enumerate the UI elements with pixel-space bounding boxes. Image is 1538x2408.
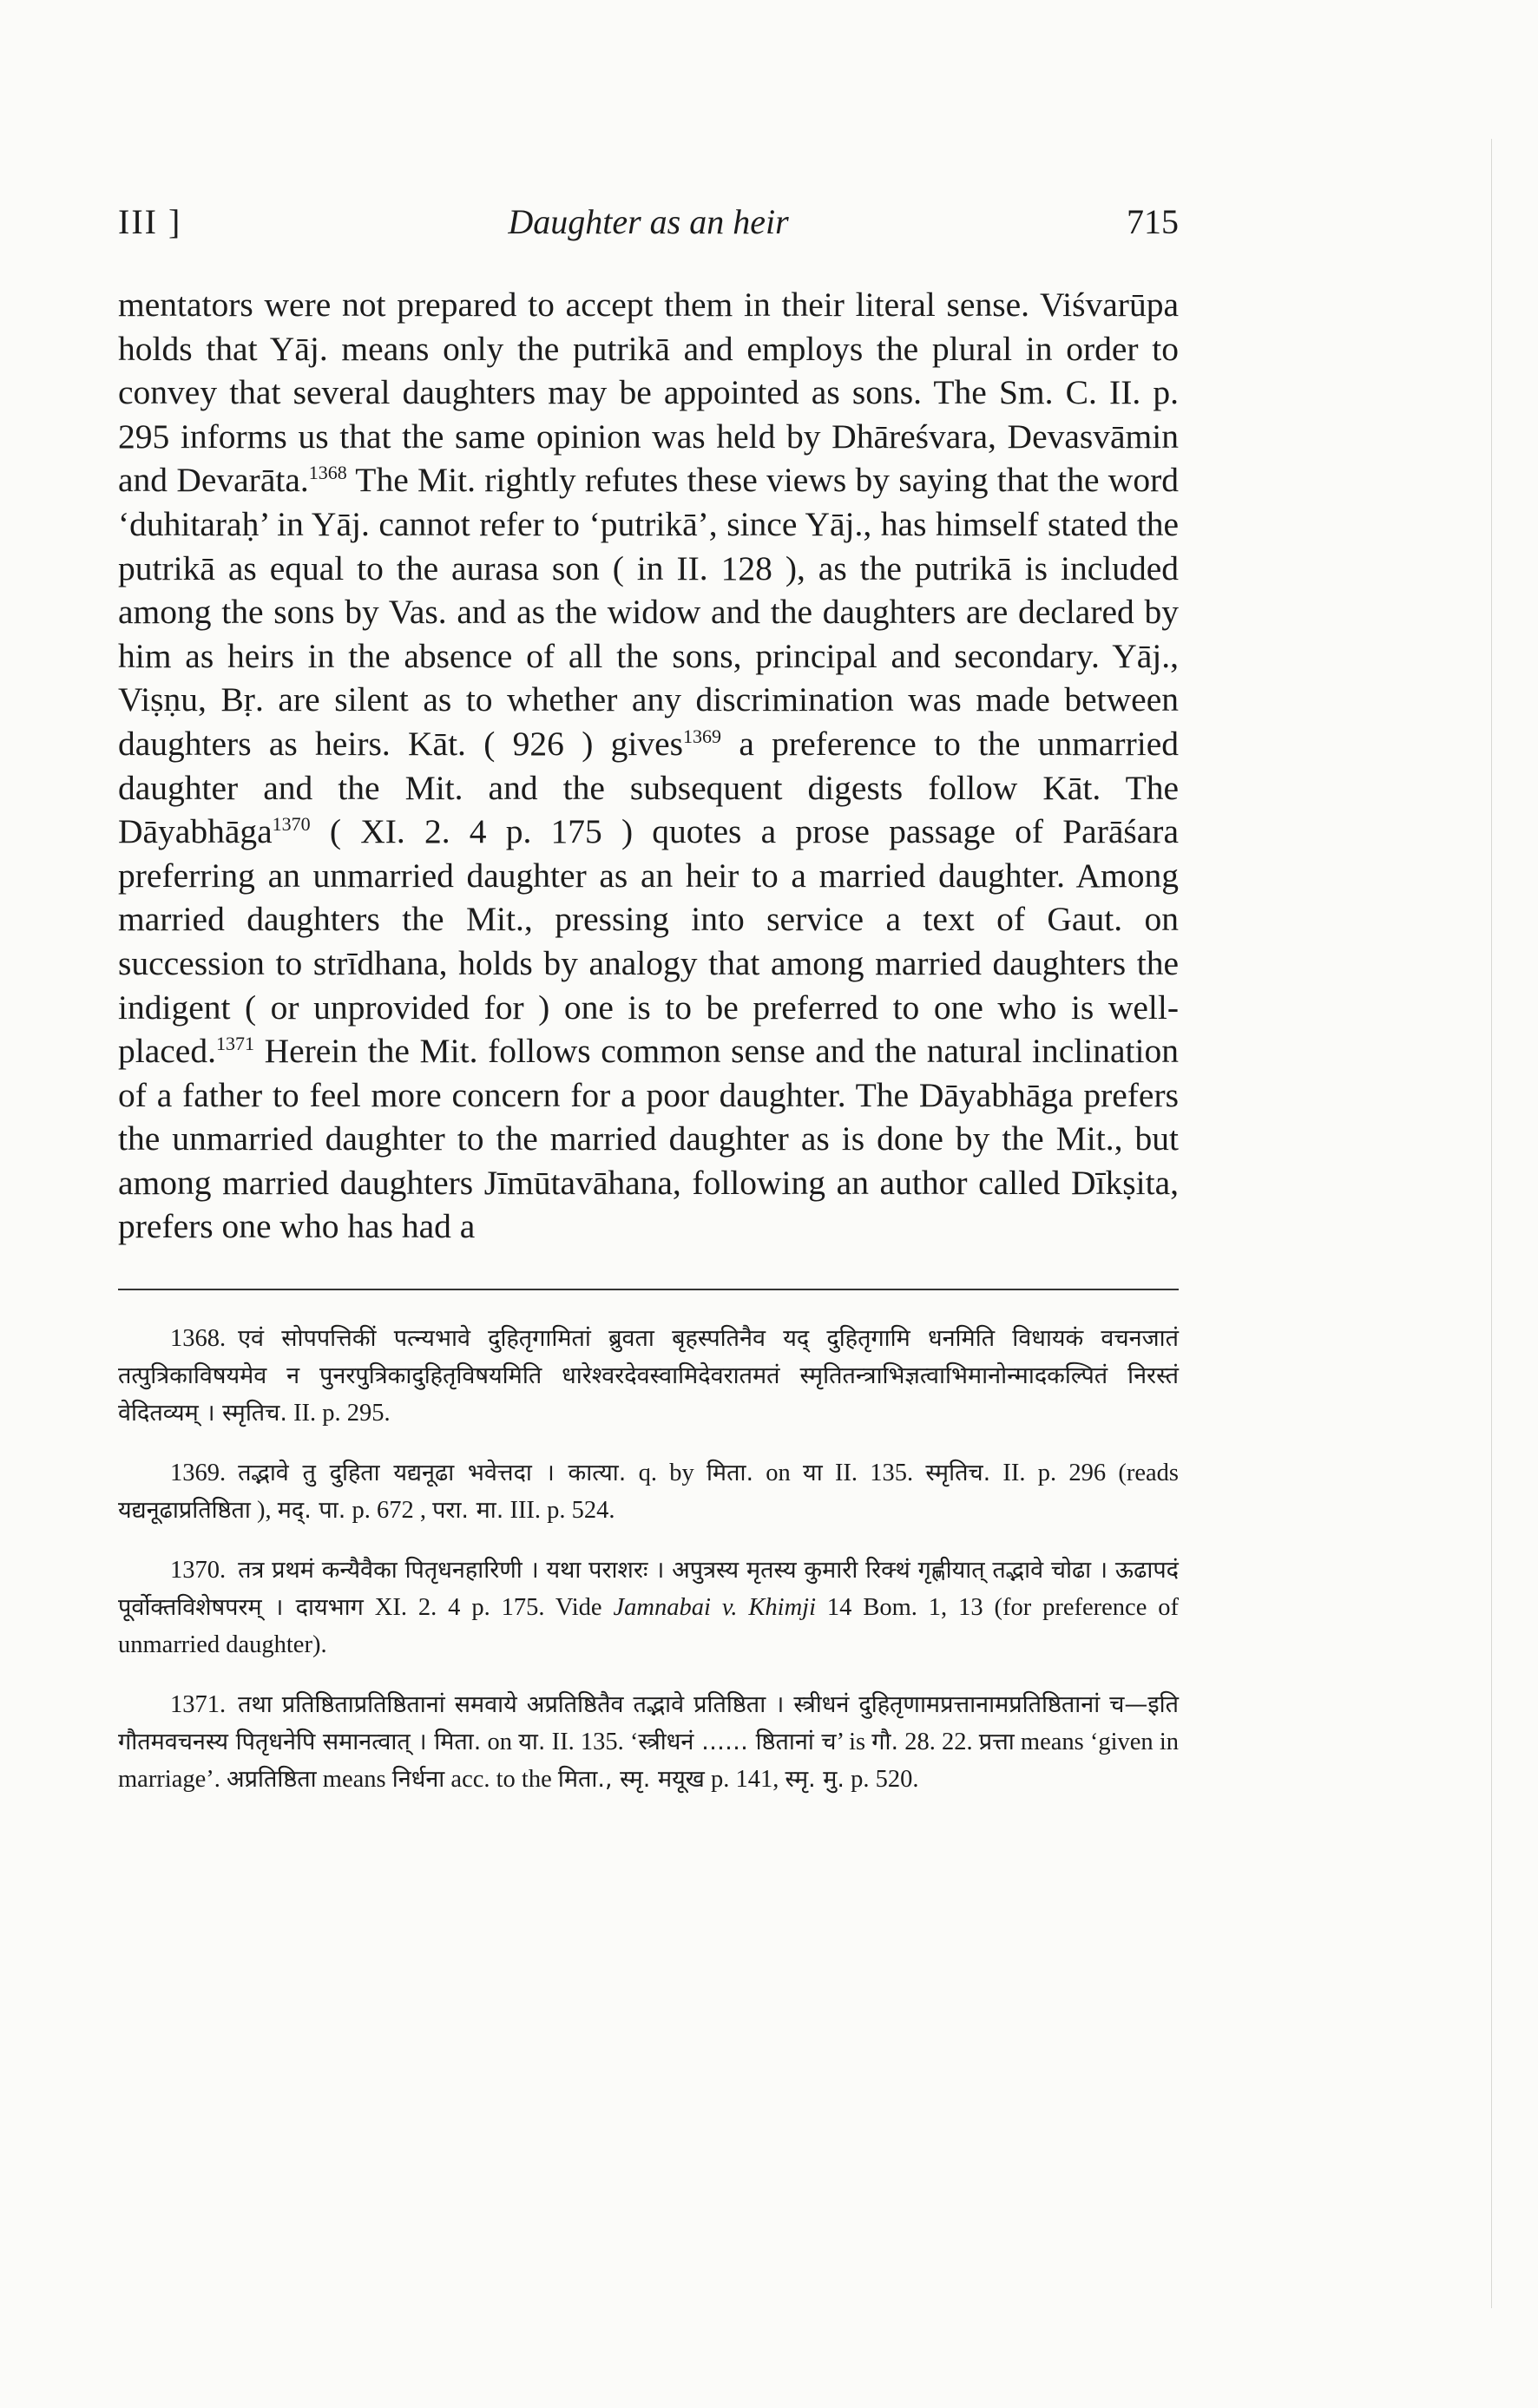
footnote-1369: [118, 1454, 1179, 1529]
footnote-text: q. by: [626, 1460, 707, 1487]
book-page: [118, 201, 1179, 1821]
body-text-4: ( XI. 2. 4 p. 175 ) quotes a prose passage of Parāśara preferring an unmarried daughter as an heir to a married daughter. Among married daughters the Mit., pressing into service a text of Gaut. on succession to strīdhana, holds by analogy that among married daughters the indigent ( or unprovided for ) one is to be preferred to one who is well-placed.: [118, 812, 1179, 1071]
footnote-sanskrit: गौ.: [871, 1729, 899, 1756]
footnote-1371: [118, 1686, 1179, 1798]
page-edge-line: [1491, 139, 1492, 2308]
footnote-sanskrit: तथा प्रतिष्ठिताप्रतिष्ठितानां समवाये अप्रतिष्ठितैव तद्भावे प्रतिष्ठिता । स्त्रीधनं दुहितृणामप्रत्तानामप्रतिष्ठितानां च—इति गौतमवचनस्य पितृधनेपि समानत्वात् । मिता.: [118, 1691, 1179, 1756]
page-number: 715: [1127, 202, 1179, 241]
footnotes: [118, 1320, 1179, 1798]
footnote-number: 1369.: [170, 1460, 227, 1487]
footnote-sanskrit: स्त्रीधनं …… ष्ठितानां च: [638, 1729, 837, 1756]
footnote-text: p. 672 ,: [345, 1497, 433, 1525]
footnote-text: ’ is: [836, 1729, 872, 1756]
footnote-text: II. 135.: [822, 1460, 926, 1487]
footnote-text: II. 135. ‘: [545, 1729, 639, 1756]
footnote-sanskrit: मद्. पा.: [277, 1497, 346, 1525]
footnote-number: 1371.: [170, 1691, 227, 1719]
footnote-sanskrit: तत्र प्रथमं कन्यैवैका पितृधनहारिणी । यथा पराशरः । अपुत्रस्य मृतस्य कुमारी रिक्थं गृह्णीयात् तद्भावे चोढा । ऊढापदं पूर्वोक्तविशेषपरम् । दायभाग: [118, 1557, 1179, 1622]
footnote-ref-1369: 1369: [683, 725, 722, 747]
footnote-text: p. 520.: [845, 1766, 919, 1794]
footnote-citation: II. p. 295.: [293, 1400, 391, 1427]
section-marker: III ]: [118, 202, 182, 241]
footnote-text: means: [316, 1766, 392, 1794]
footnote-text: 14 Bom. 1, 13 (for preference of unmarried daughter).: [118, 1594, 1179, 1659]
footnote-sanskrit: मिता.: [706, 1460, 754, 1487]
footnote-sanskrit: एवं सोपपत्तिकीं पत्न्यभावे दुहितृगामितां ब्रुवता बृहस्पतिनैव यद् दुहितृगामि धनमिति विधायकं वचनजातं तत्पुत्रिकाविषयमेव न पुनरपुत्रिकादुहितृविषयमिति धारेश्वरदेवस्वामिदेवरातमतं स्मृतितन्त्राभिज्ञत्वाभिमानोन्मादकल्पितं निरस्तं वेदितव्यम् । स्मृतिच.: [118, 1325, 1179, 1427]
footnote-sanskrit: मिता., स्मृ. मयूख: [557, 1766, 705, 1794]
footnote-sanskrit: या: [803, 1460, 823, 1487]
footnote-text: on: [753, 1460, 804, 1487]
footnote-sanskrit: निर्धना: [391, 1766, 445, 1794]
footnote-ref-1371: 1371: [215, 1032, 254, 1054]
footnote-text: XI. 2. 4 p. 175. Vide: [363, 1594, 614, 1622]
footnote-number: 1370.: [170, 1557, 227, 1585]
footnote-sanskrit: स्मृ. मु.: [785, 1766, 845, 1794]
footnote-1368: [118, 1320, 1179, 1432]
body-text-1: mentators were not prepared to accept them in their literal sense. Viśvarūpa holds that Yāj. means only the putrikā and employs the plural in order to convey that several daughters may be appointed as sons. The Sm. C. II. p. 295 informs us that the same opinion was held by Dhāreśvara, Devasvāmin and Devarāta.: [118, 285, 1179, 500]
footnote-sanskrit: तद्भावे तु दुहिता यद्यनूढा भवेत्तदा । कात्या.: [238, 1460, 627, 1487]
footnote-text: means ‘given in marriage’.: [118, 1729, 1179, 1794]
footnote-sanskrit: प्रत्ता: [978, 1729, 1015, 1756]
footnote-sanskrit: परा. मा.: [432, 1497, 504, 1525]
footnote-sanskrit: अप्रतिष्ठिता: [227, 1766, 317, 1794]
main-paragraph: [118, 283, 1179, 1249]
footnote-text: II. p. 296 (reads: [990, 1460, 1180, 1487]
body-text-5: Herein the Mit. follows common sense and the natural inclination of a father to feel more concern for a poor daughter. The Dāyabhāga prefers the unmarried daughter to the married daughter as is done by the Mit., but among married daughters Jīmūtavāhana, following an author called Dīkṣita, prefers one who has had a: [118, 1032, 1179, 1246]
footnote-number: 1368.: [170, 1325, 227, 1353]
footnote-sanskrit: यद्यनूढाप्रतिष्ठिता: [118, 1497, 251, 1525]
footnote-text: p. 141,: [704, 1766, 785, 1794]
footnote-ref-1370: 1370: [272, 812, 311, 835]
body-text-2: The Mit. rightly refutes these views by saying that the word ‘duhitaraḥ’ in Yāj. cannot refer to ‘putrikā’, since Yāj., has himself stated the putrikā as equal to the aurasa son ( in II. 128 ), as the putrikā is included among the sons by Vas. and as the widow and the daughters are declared by him as heirs in the absence of all the sons, principal and secondary. Yāj., Viṣṇu, Bṛ. are silent as to whether any discrimination was made between daughters as heirs. Kāt. ( 926 ) gives: [118, 461, 1179, 763]
footnote-sanskrit: या.: [518, 1729, 546, 1756]
footnote-text: III. p. 524.: [503, 1497, 615, 1525]
footnote-divider: [118, 1289, 1179, 1290]
footnote-text: acc. to the: [444, 1766, 558, 1794]
running-header: [118, 201, 1179, 252]
running-title: Daughter as an heir: [508, 202, 789, 241]
body-text-3: a preference to the unmarried daughter and the Mit. and the subsequent digests follow Kāt. The Dāyabhāga: [118, 724, 1179, 851]
footnote-sanskrit: स्मृतिच.: [925, 1460, 991, 1487]
footnote-1370: [118, 1552, 1179, 1663]
footnote-text: on: [481, 1729, 519, 1756]
footnote-text: 28. 22.: [898, 1729, 979, 1756]
footnote-text: ),: [250, 1497, 278, 1525]
footnote-ref-1368: 1368: [308, 462, 347, 484]
case-name: Jamnabai v. Khimji: [613, 1594, 816, 1622]
